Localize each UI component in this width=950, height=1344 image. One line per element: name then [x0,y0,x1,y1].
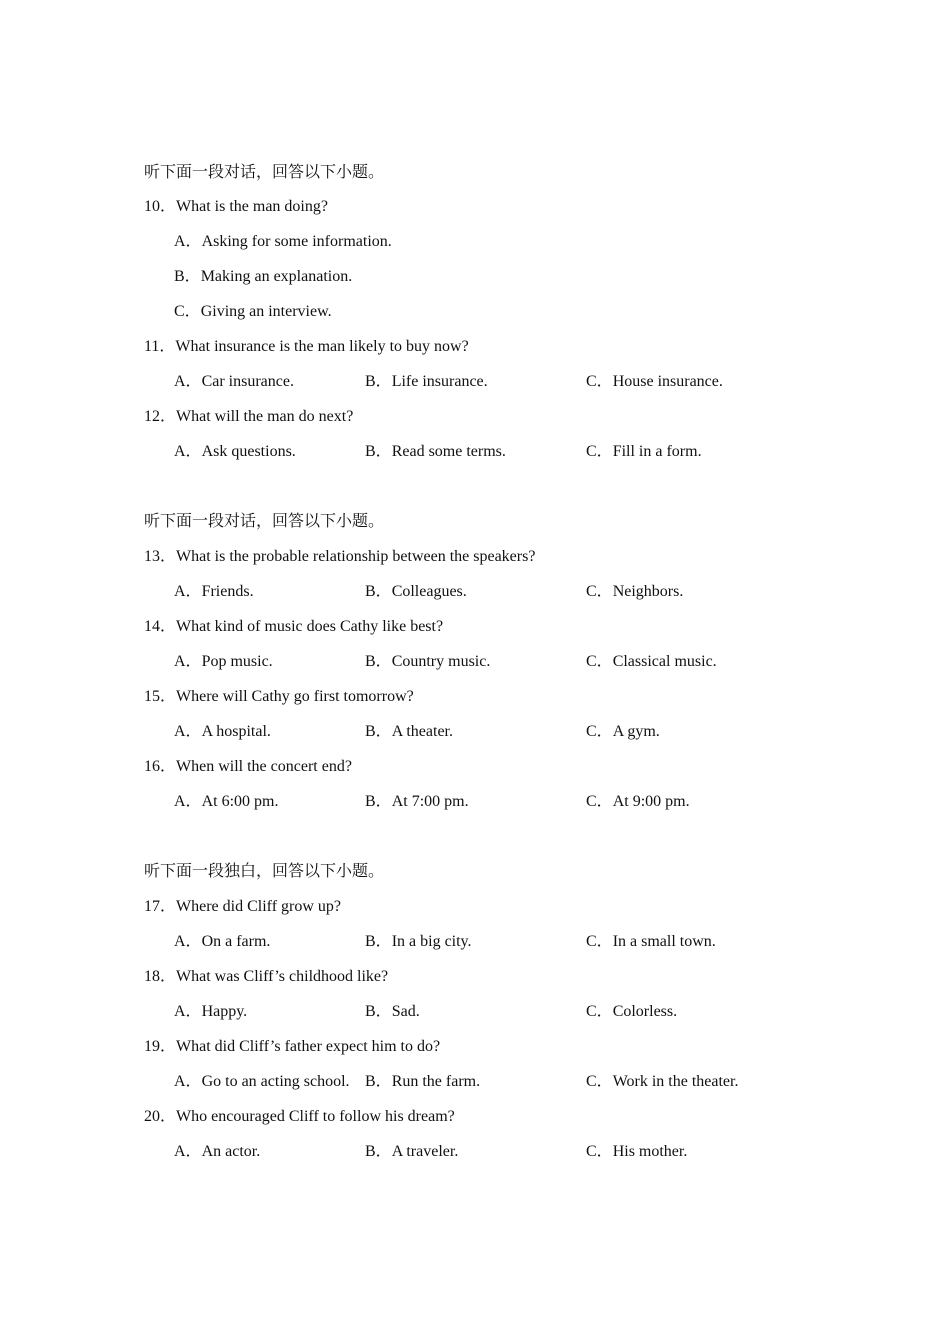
question-17 [144,897,341,917]
option-text: House insurance. [612,373,723,390]
question-text: What kind of music does Cathy like best? [176,618,444,635]
option-letter: B． [365,1073,392,1090]
question-15 [144,687,414,707]
option-letter: A． [174,443,202,460]
option-11-c [586,372,723,392]
option-16-b [365,792,469,812]
option-text: In a small town. [612,933,716,950]
question-text: What did Cliff’s father expect him to do? [176,1038,441,1055]
option-11-a [174,372,294,392]
option-14-b [365,652,490,672]
option-18-a [174,1002,247,1022]
option-text: Happy. [201,1003,248,1020]
question-text: Where will Cathy go first tomorrow? [176,688,414,705]
question-number: 14． [144,618,177,635]
option-letter: C． [586,443,613,460]
option-letter: B． [365,1143,392,1160]
option-18-b [365,1002,420,1022]
option-letter: B． [365,583,392,600]
option-letter: C． [586,373,613,390]
option-letter: B． [365,723,392,740]
option-letter: C． [586,1143,613,1160]
option-text: Asking for some information. [201,233,392,250]
section-instruction: 听下面一段独白，回答以下小题。 [144,863,385,880]
option-letter: B． [365,653,392,670]
question-14 [144,617,443,637]
option-10-c [174,302,332,322]
option-text: A traveler. [391,1143,459,1160]
option-17-a [174,932,270,952]
option-10-b [174,267,352,287]
option-letter: C． [586,583,613,600]
option-text: Sad. [391,1003,420,1020]
option-19-c [586,1072,738,1092]
question-number: 11． [144,338,176,355]
option-letter: B． [365,443,392,460]
option-15-a [174,722,271,742]
option-14-c [586,652,717,672]
option-text: An actor. [201,1143,261,1160]
option-text: Run the farm. [391,1073,481,1090]
option-letter: B． [365,933,392,950]
option-text: Read some terms. [391,443,506,460]
option-letter: A． [174,583,202,600]
option-letter: B． [365,793,392,810]
option-19-b [365,1072,480,1092]
option-text: Pop music. [201,653,273,670]
option-letter: A． [174,1003,202,1020]
question-number: 12． [144,408,177,425]
option-letter: C． [174,303,201,320]
option-17-b [365,932,472,952]
question-10 [144,197,328,217]
option-11-b [365,372,488,392]
option-12-a [174,442,296,462]
question-number: 13． [144,548,177,565]
option-text: Go to an acting school. [201,1073,350,1090]
option-text: His mother. [612,1143,688,1160]
option-letter: C． [586,793,613,810]
option-12-b [365,442,506,462]
option-13-c [586,582,683,602]
question-12 [144,407,353,427]
option-letter: A． [174,1143,202,1160]
option-text: In a big city. [391,933,472,950]
option-20-c [586,1142,687,1162]
option-letter: A． [174,233,202,250]
option-13-b [365,582,467,602]
option-letter: B． [174,268,201,285]
option-text: A theater. [391,723,453,740]
question-text: What will the man do next? [176,408,354,425]
option-16-a [174,792,278,812]
option-letter: C． [586,723,613,740]
option-15-b [365,722,453,742]
question-text: What was Cliff’s childhood like? [176,968,389,985]
option-text: Giving an interview. [200,303,332,320]
option-20-b [365,1142,458,1162]
option-16-c [586,792,690,812]
option-13-a [174,582,254,602]
question-19 [144,1037,440,1057]
question-18 [144,967,388,987]
option-letter: A． [174,933,202,950]
option-letter: A． [174,653,202,670]
option-letter: C． [586,933,613,950]
question-16 [144,757,352,777]
option-text: Neighbors. [612,583,684,600]
option-text: Car insurance. [201,373,294,390]
question-number: 16． [144,758,177,775]
option-10-a [174,232,392,252]
question-20 [144,1107,455,1127]
option-text: Life insurance. [391,373,488,390]
option-letter: B． [365,373,392,390]
question-text: Where did Cliff grow up? [176,898,342,915]
section-instruction: 听下面一段对话，回答以下小题。 [144,513,385,530]
option-text: Country music. [391,653,491,670]
option-letter: A． [174,793,202,810]
option-text: Colleagues. [391,583,467,600]
option-15-c [586,722,660,742]
option-text: At 9:00 pm. [612,793,690,810]
option-text: On a farm. [201,933,271,950]
question-text: What is the man doing? [176,198,328,215]
question-number: 18． [144,968,177,985]
option-12-c [586,442,702,462]
question-text: When will the concert end? [176,758,352,775]
question-number: 19． [144,1038,177,1055]
question-number: 10． [144,198,177,215]
option-text: A hospital. [201,723,271,740]
option-text: At 7:00 pm. [391,793,469,810]
option-17-c [586,932,716,952]
option-letter: C． [586,1073,613,1090]
option-letter: C． [586,653,613,670]
option-20-a [174,1142,260,1162]
question-number: 15． [144,688,177,705]
option-letter: A． [174,1073,202,1090]
question-number: 20． [144,1108,177,1125]
option-text: At 6:00 pm. [201,793,279,810]
question-text: What insurance is the man likely to buy now? [175,338,469,355]
option-letter: B． [365,1003,392,1020]
question-13 [144,547,535,567]
option-text: Work in the theater. [612,1073,739,1090]
option-text: Fill in a form. [612,443,702,460]
option-text: A gym. [612,723,660,740]
option-text: Classical music. [612,653,717,670]
option-letter: C． [586,1003,613,1020]
option-text: Making an explanation. [200,268,353,285]
option-14-a [174,652,273,672]
question-number: 17． [144,898,177,915]
option-text: Friends. [201,583,254,600]
question-11 [144,337,469,357]
question-text: What is the probable relationship between the speakers? [176,548,536,565]
option-text: Colorless. [612,1003,678,1020]
option-text: Ask questions. [201,443,296,460]
option-letter: A． [174,373,202,390]
question-text: Who encouraged Cliff to follow his dream? [176,1108,455,1125]
option-18-c [586,1002,677,1022]
option-19-a [174,1072,350,1092]
option-letter: A． [174,723,202,740]
section-instruction: 听下面一段对话，回答以下小题。 [144,164,385,181]
